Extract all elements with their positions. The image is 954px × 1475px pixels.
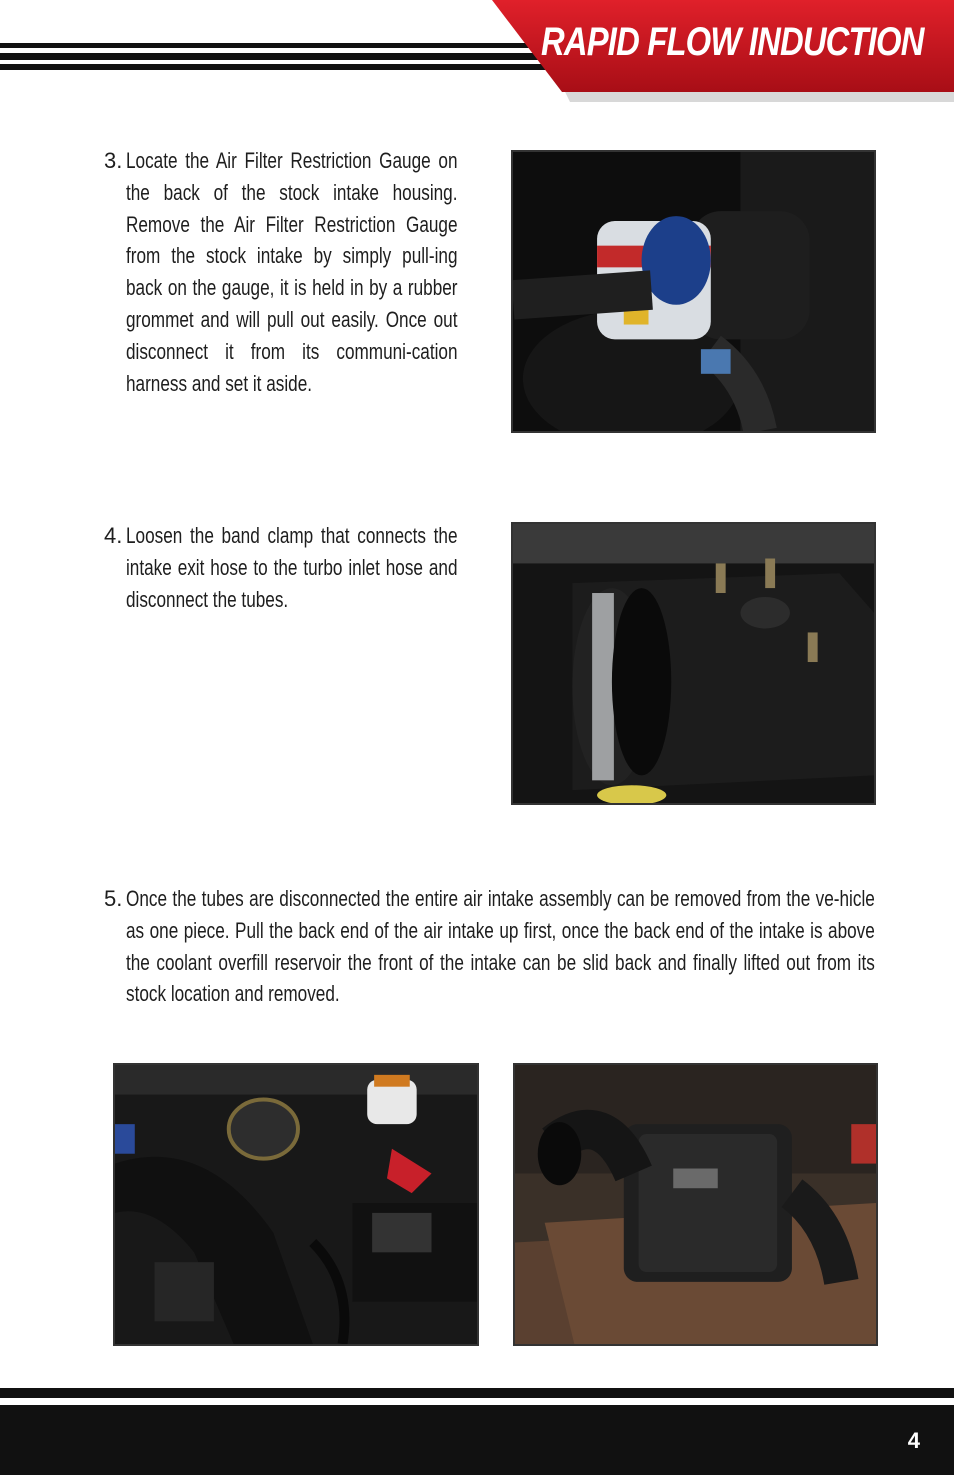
step-number: 3. xyxy=(104,148,123,173)
document-title: RAPID FLOW INDUCTION xyxy=(541,20,924,64)
step-number: 5. xyxy=(104,886,123,911)
step-text: Locate the Air Filter Restriction Gauge on the back of the stock intake housing. Remove the Air Filter Restriction Gauge from the stock intake by simply pull-ing back on the gauge, it is held in by a rubber grommet and will pull out easily. Once out disconnect it from its communi-cation harness and set it aside. xyxy=(126,148,458,396)
photo-removed-intake xyxy=(513,1063,878,1346)
photo-restriction-gauge xyxy=(511,150,876,433)
step-text: Once the tubes are disconnected the entire air intake assembly can be removed from the ve-hicle as one piece. Pull the back end of the air intake up first, once the back end of the intake is above the coolant overfill reservoir the front of the intake can be slid back and finally lifted out from its stock location and removed. xyxy=(126,886,875,1007)
photo-engine-bay xyxy=(113,1063,479,1346)
step-text: Loosen the band clamp that connects the intake exit hose to the turbo inlet hose and disconnect the tubes. xyxy=(126,523,458,612)
step-5 xyxy=(104,883,884,1023)
photo-band-clamp xyxy=(511,522,876,805)
step-4 xyxy=(104,520,464,630)
footer-bar xyxy=(0,1405,954,1475)
step-number: 4. xyxy=(104,523,123,548)
step-3 xyxy=(104,145,464,405)
page-number: 4 xyxy=(907,1428,920,1453)
footer-stripe xyxy=(0,1388,954,1398)
